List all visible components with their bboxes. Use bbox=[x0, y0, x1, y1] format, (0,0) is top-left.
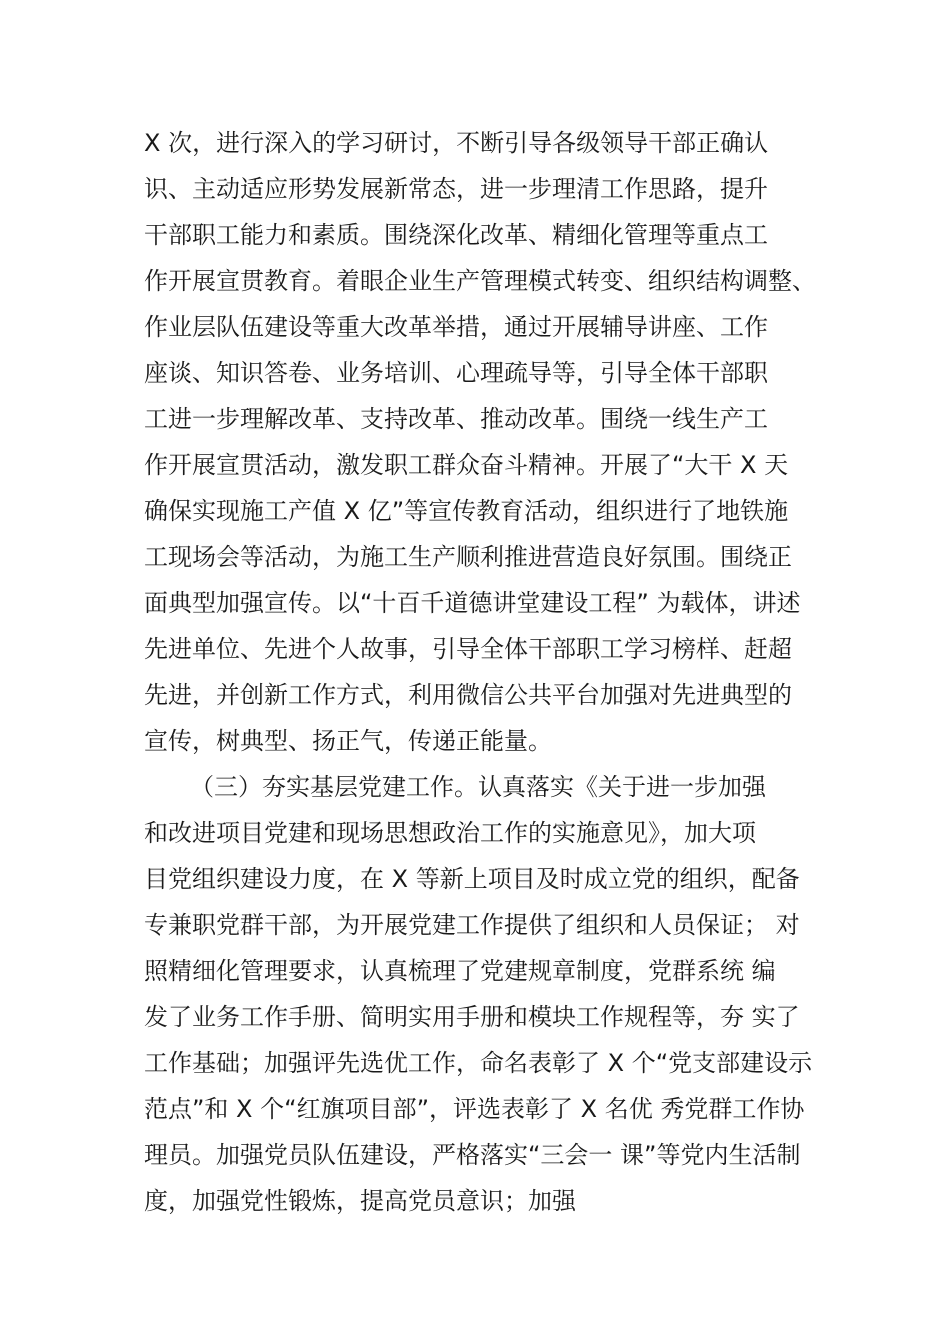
text-line: 度，加强党性锻炼，提高党员意识；加强 bbox=[144, 1187, 576, 1215]
section-heading-line: （三）夯实基层党建工作。认真落实《关于进一步加强 bbox=[190, 773, 766, 801]
text-line: X 次，进行深入的学习研讨，不断引导各级领导干部正确认 bbox=[144, 129, 769, 157]
text-line: 作开展宣贯教育。着眼企业生产管理模式转变、组织结构调整、 bbox=[144, 267, 816, 295]
text-line: 专兼职党群干部，为开展党建工作提供了组织和人员保证； 对 bbox=[144, 911, 800, 939]
text-line: 作业层队伍建设等重大改革举措，通过开展辅导讲座、工作 bbox=[144, 313, 768, 341]
text-line: 座谈、知识答卷、业务培训、心理疏导等，引导全体干部职 bbox=[144, 359, 768, 387]
text-line: 宣传，树典型、扬正气，传递正能量。 bbox=[144, 727, 552, 755]
text-line: 干部职工能力和素质。围绕深化改革、精细化管理等重点工 bbox=[144, 221, 768, 249]
text-line: 先进单位、先进个人故事，引导全体干部职工学习榜样、赶超 bbox=[144, 635, 792, 663]
text-line: 和改进项目党建和现场思想政治工作的实施意见》，加大项 bbox=[144, 819, 756, 847]
text-line: 作开展宣贯活动，激发职工群众奋斗精神。开展了“大干 X 天 bbox=[144, 451, 789, 479]
text-line: 工现场会等活动，为施工生产顺利推进营造良好氛围。围绕正 bbox=[144, 543, 792, 571]
text-line: 工作基础；加强评先选优工作，命名表彰了 X 个“党支部建设示 bbox=[144, 1049, 813, 1077]
text-line: 发了业务工作手册、简明实用手册和模块工作规程等，夯 实了 bbox=[144, 1003, 800, 1031]
text-line: 工进一步理解改革、支持改革、推动改革。围绕一线生产工 bbox=[144, 405, 768, 433]
text-line: 面典型加强宣传。以“十百千道德讲堂建设工程” 为载体，讲述 bbox=[144, 589, 801, 617]
text-line: 范点”和 X 个“红旗项目部”，评选表彰了 X 名优 秀党群工作协 bbox=[144, 1095, 805, 1123]
body-text bbox=[144, 120, 844, 1224]
text-line: 识、主动适应形势发展新常态，进一步理清工作思路，提升 bbox=[144, 175, 768, 203]
text-line: 目党组织建设力度，在 X 等新上项目及时成立党的组织，配备 bbox=[144, 865, 800, 893]
text-line: 照精细化管理要求，认真梳理了党建规章制度，党群系统 编 bbox=[144, 957, 776, 985]
text-line: 先进，并创新工作方式，利用微信公共平台加强对先进典型的 bbox=[144, 681, 792, 709]
text-line: 理员。加强党员队伍建设，严格落实“三会一 课”等党内生活制 bbox=[144, 1141, 801, 1169]
text-line: 确保实现施工产值 X 亿”等宣传教育活动，组织进行了地铁施 bbox=[144, 497, 789, 525]
